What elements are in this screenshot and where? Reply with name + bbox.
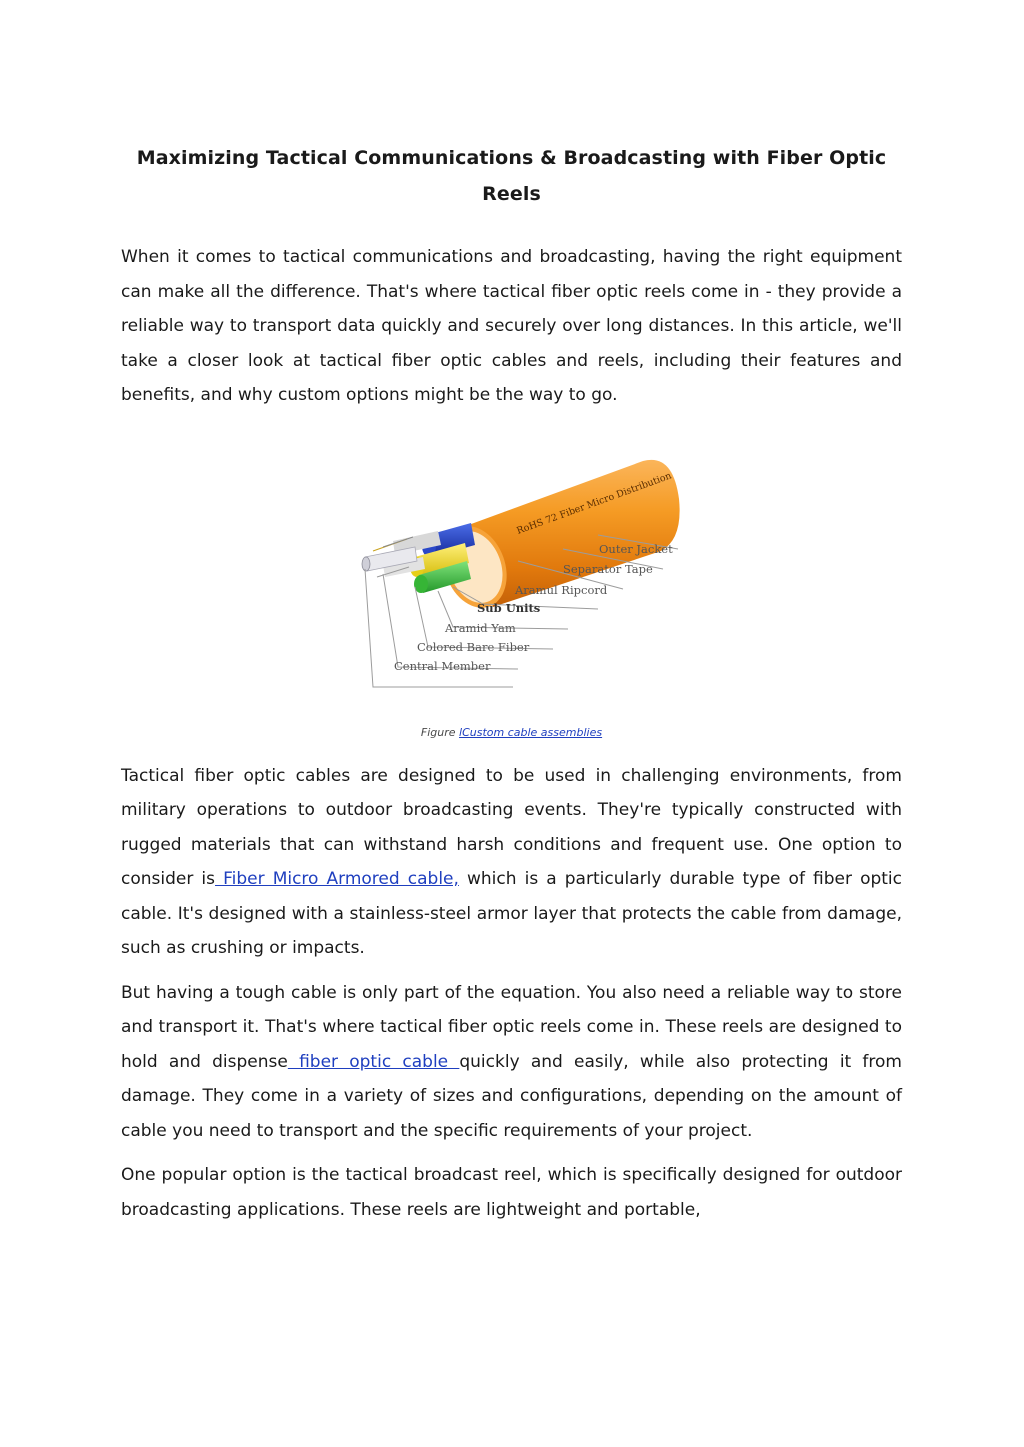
paragraph-3: One popular option is the tactical broadcast reel, which is specifically designed for outdoor broadcasting applications. These reels are lightweight and portable, (121, 1165, 902, 1220)
label-colored-bare-fiber: Colored Bare Fiber (417, 639, 530, 654)
paragraph-1-text-before: Tactical fiber optic cables are designed to be used in challenging environments, from military operations to outdoor broadcasting events. They're typically constructed with rugged materials that can withstand harsh conditions and frequent use. One option to consider is (121, 765, 902, 889)
paragraph-2-text-before: But having a tough cable is only part of the equation. You also need a reliable way to store and transport it. That's where tactical fiber optic reels come in. These reels are designed to hold and dispense (121, 982, 902, 1072)
paragraph-1 (121, 759, 902, 966)
label-aramid-ripcord: Aramul Ripcord (515, 582, 608, 597)
label-central-member: Central Member (394, 658, 491, 673)
label-sub-units: Sub Units (477, 600, 541, 615)
fiber-optic-cable-link[interactable]: fiber optic cable (287, 1051, 460, 1072)
label-outer-jacket: Outer Jacket (599, 541, 673, 556)
figure-caption (121, 726, 902, 739)
intro-paragraph: When it comes to tactical communications and broadcasting, having the right equipment can make all the difference. That's where tactical fiber optic reels come in - they provide a reliable way to transport data quickly and securely over long distances. In this article, we'll take a closer look at tactical fiber optic cables and reels, including their features and benefits, and why custom options might be the way to go. (121, 247, 902, 405)
paragraph-2 (121, 976, 902, 1149)
fiber-micro-armored-cable-link[interactable]: Fiber Micro Armored cable, (215, 869, 459, 889)
paragraph-2-text-after: quickly and easily, while also protecting it from damage. They come in a variety of sizes and configurations, depending on the amount of cable you need to transport and the specific requirements of your project. (121, 1051, 902, 1141)
caption-prefix: Figure (420, 725, 460, 739)
document-page (121, 140, 902, 1237)
document-title: Maximizing Tactical Communications & Broadcasting with Fiber Optic Reels (136, 147, 887, 205)
paragraph-1-text-after: which is a particularly durable type of fiber optic cable. It's designed with a stainless-steel armor layer that protects the cable from damage, such as crushing or impacts. (121, 869, 902, 958)
caption-link[interactable]: lCustom cable assemblies (459, 725, 603, 739)
fiber-cable-illustration (343, 439, 683, 689)
jacket-print-text: RoHS 72 Fiber Micro Distribution (515, 469, 674, 537)
label-aramid-yarn: Aramid Yam (445, 620, 516, 635)
label-separator-tape: Separator Tape (563, 561, 653, 576)
cable-figure (121, 439, 902, 759)
